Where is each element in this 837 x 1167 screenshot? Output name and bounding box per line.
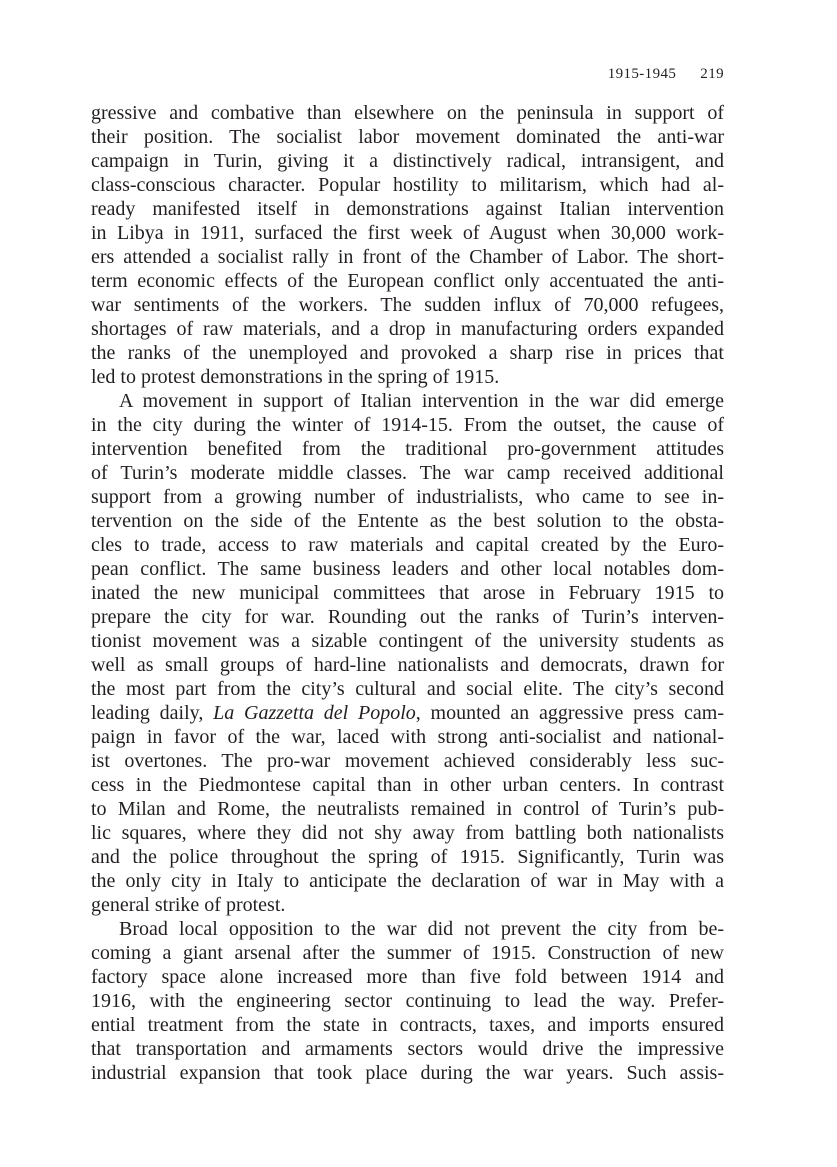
text-line: pean conflict. The same business leaders and other local notables dom-: [91, 558, 724, 580]
text-line: lic squares, where they did not shy away from battling both nationalists: [91, 822, 724, 844]
text-line: and the police throughout the spring of 1915. Significantly, Turin was: [91, 846, 724, 868]
text-line: of Turin’s moderate middle classes. The war camp received additional: [91, 462, 724, 484]
text-line: the only city in Italy to anticipate the declaration of war in May with a: [91, 870, 724, 892]
text-line: inated the new municipal committees that arose in February 1915 to: [91, 582, 724, 604]
text-line: paign in favor of the war, laced with strong anti-socialist and national-: [91, 726, 724, 748]
text-line: shortages of raw materials, and a drop in manufacturing orders expanded: [91, 318, 724, 340]
text-line: cess in the Piedmontese capital than in other urban centers. In contrast: [91, 774, 724, 796]
text-line: Broad local opposition to the war did not prevent the city from be-: [119, 918, 724, 940]
text-line: ready manifested itself in demonstrations against Italian intervention: [91, 198, 724, 220]
text-line: ist overtones. The pro-war movement achieved considerably less suc-: [91, 750, 724, 772]
text-line: industrial expansion that took place during the war years. Such assis-: [91, 1062, 724, 1084]
text-line: campaign in Turin, giving it a distinctively radical, intransigent, and: [91, 150, 724, 172]
text-line: in the city during the winter of 1914-15. From the outset, the cause of: [91, 414, 724, 436]
text-segment: leading daily,: [91, 702, 214, 724]
text-line: term economic effects of the European conflict only accentuated the anti-: [91, 270, 724, 292]
text-line: coming a giant arsenal after the summer of 1915. Construction of new: [91, 942, 724, 964]
text-line: prepare the city for war. Rounding out the ranks of Turin’s interven-: [91, 606, 724, 628]
text-segment: , mounted an aggressive press cam-: [415, 702, 724, 724]
text-line: gressive and combative than elsewhere on the peninsula in support of: [91, 102, 724, 124]
text-line: the ranks of the unemployed and provoked a sharp rise in prices that: [91, 342, 724, 364]
text-line: intervention benefited from the traditional pro-government attitudes: [91, 438, 724, 460]
running-head: [608, 66, 724, 83]
text-line: ential treatment from the state in contracts, taxes, and imports ensured: [91, 1014, 724, 1036]
text-line: war sentiments of the workers. The sudden influx of 70,000 refugees,: [91, 294, 724, 316]
text-line: class-conscious character. Popular hostility to militarism, which had al-: [91, 174, 724, 196]
text-line: factory space alone increased more than five fold between 1914 and: [91, 966, 724, 988]
text-line: to Milan and Rome, the neutralists remained in control of Turin’s pub-: [91, 798, 724, 820]
text-line: general strike of protest.: [91, 894, 286, 916]
text-line: tionist movement was a sizable contingent of the university students as: [91, 630, 724, 652]
text-line: A movement in support of Italian intervention in the war did emerge: [119, 390, 724, 412]
text-line: their position. The socialist labor movement dominated the anti-war: [91, 126, 724, 148]
text-line: led to protest demonstrations in the spring of 1915.: [91, 366, 500, 388]
text-line: 1916, with the engineering sector continuing to lead the way. Prefer-: [91, 990, 724, 1012]
text-line: support from a growing number of industrialists, who came to see in-: [91, 486, 724, 508]
text-line: that transportation and armaments sectors would drive the impressive: [91, 1038, 724, 1060]
text-line: cles to trade, access to raw materials and capital created by the Euro-: [91, 534, 724, 556]
page-number: 219: [700, 66, 724, 82]
text-line: in Libya in 1911, surfaced the first week of August when 30,000 work-: [91, 222, 724, 244]
body-text: [91, 101, 724, 1085]
newspaper-title: La Gazzetta del Popolo: [213, 702, 416, 724]
text-line: tervention on the side of the Entente as the best solution to the obsta-: [91, 510, 724, 532]
text-line: [91, 701, 724, 725]
text-line: the most part from the city’s cultural and social elite. The city’s second: [91, 678, 724, 700]
text-line: well as small groups of hard-line nationalists and democrats, drawn for: [91, 654, 724, 676]
running-head-section: 1915-1945: [607, 66, 677, 82]
text-line: ers attended a socialist rally in front of the Chamber of Labor. The short-: [91, 246, 724, 268]
